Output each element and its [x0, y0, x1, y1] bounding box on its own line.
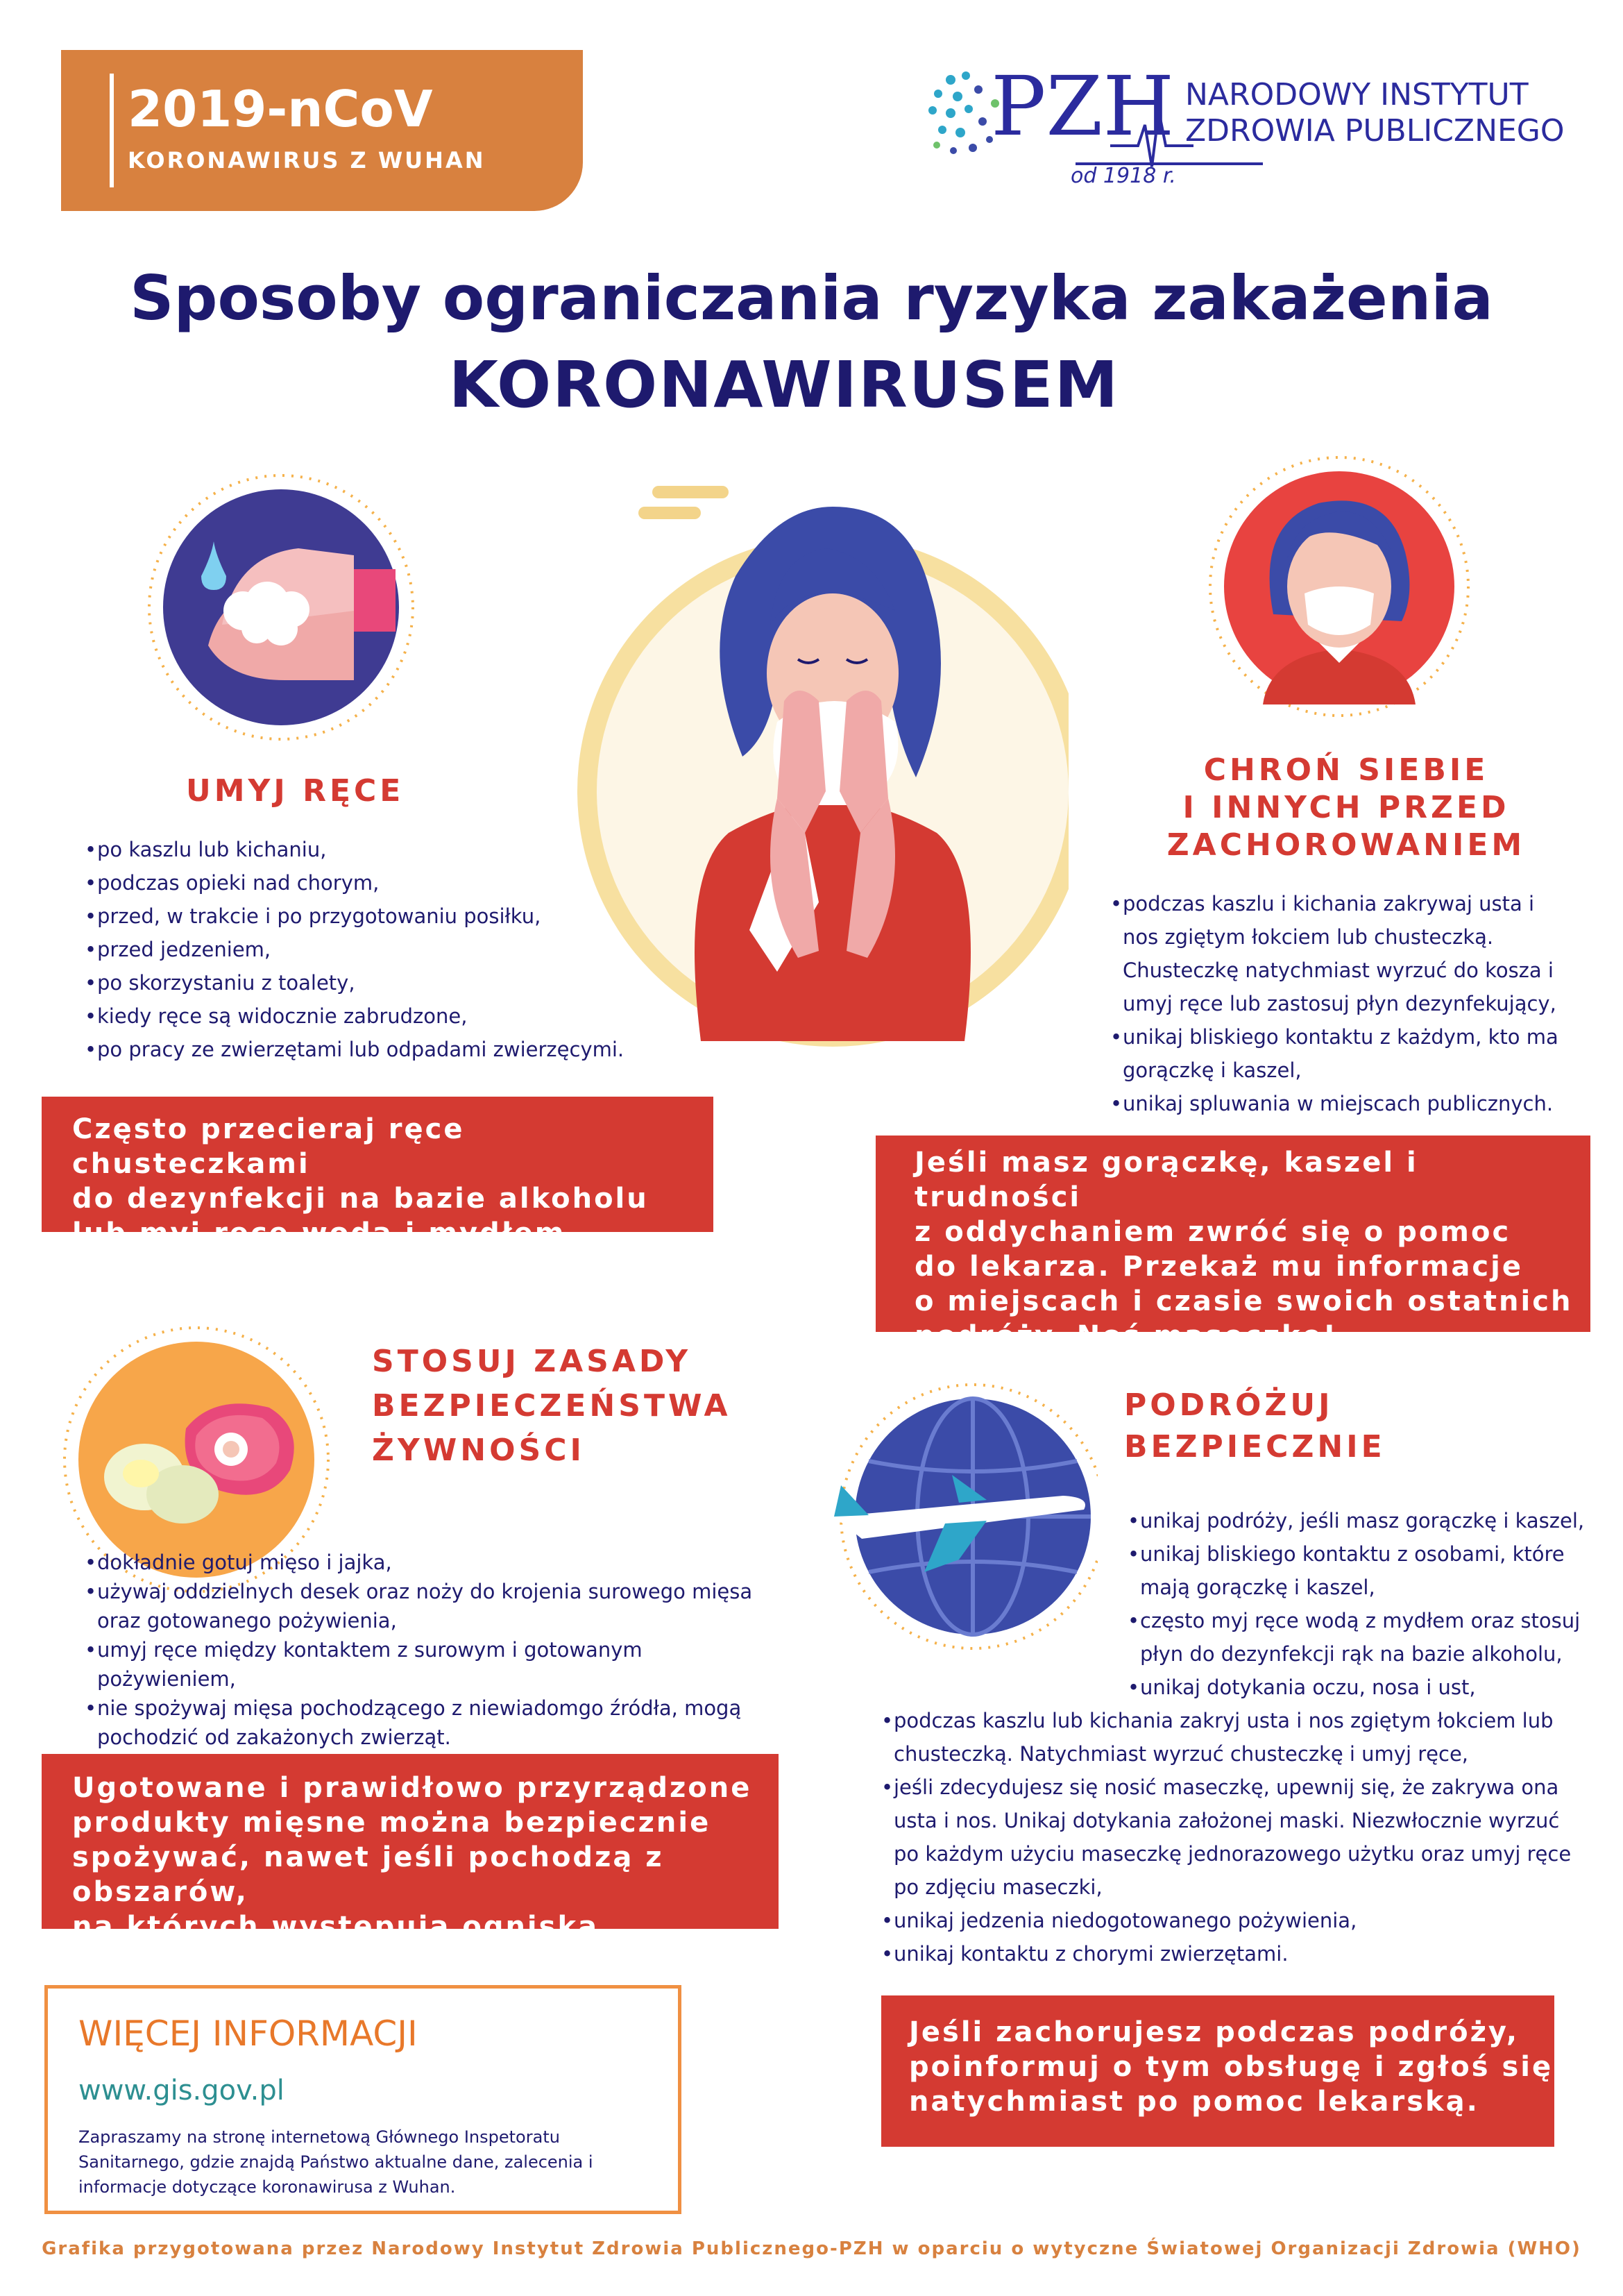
food-heading-line: STOSUJ ZASADY	[372, 1344, 692, 1379]
travel-heading	[1124, 1387, 1386, 1466]
protect-heading-line: ZACHOROWANIEM	[1166, 827, 1526, 863]
food-heading	[372, 1343, 731, 1469]
travel-heading-line: BEZPIECZNIE	[1124, 1429, 1386, 1464]
list-item: • podczas kaszlu lub kichania zakryj usta i nos zgiętym łokciem lub chusteczką. Natychmiast wyrzuć chusteczkę i umyj ręce,	[881, 1704, 1589, 1771]
tip-line: natychmiast po pomoc lekarską.	[909, 2086, 1479, 2118]
tip-line: o miejscach i czasie swoich ostatnich	[915, 1285, 1573, 1317]
wash-hands-tip-box	[42, 1097, 713, 1249]
list-item: • unikaj jedzenia niedogotowanego pożywienia,	[881, 1904, 1589, 1937]
list-item: • przed, w trakcie i po przygotowaniu posiłku,	[85, 900, 654, 933]
protect-heading	[1152, 752, 1540, 864]
list-item: • podczas kaszlu i kichania zakrywaj usta i nos zgiętym łokciem lub chusteczką. Chusteczkę natychmiast wyrzuć do kosza i umyj ręce lub zastosuj płyn dezynfekujący,	[1110, 887, 1568, 1020]
list-item: • przed jedzeniem,	[85, 933, 654, 966]
footer-credit: Grafika przygotowana przez Narodowy Instytut Zdrowia Publicznego-PZH w oparciu o wytyczne Światowej Organizacji Zdrowia (WHO)	[42, 2238, 1581, 2259]
list-item: • umyj ręce między kontaktem z surowym i gotowanym pożywieniem,	[85, 1635, 785, 1694]
travel-list-b	[881, 1704, 1589, 1970]
travel-plane-globe-icon	[820, 1378, 1098, 1655]
list-item: • jeśli zdecydujesz się nosić maseczkę, upewnij się, że zakrywa ona usta i nos. Unikaj dotykania założonej maski. Niezwłocznie wyrzuć po każdym użyciu maseczkę jednorazowego użytku oraz umyj ręce po zdjęciu maseczki,	[881, 1771, 1589, 1904]
tip-line: poinformuj o tym obsługę i zgłoś się	[909, 2051, 1554, 2083]
tip-line: na których występują ogniska zachorowań.	[72, 1911, 600, 1977]
tip-line: do dezynfekcji na bazie alkoholu	[72, 1183, 649, 1215]
header-badge	[61, 50, 583, 211]
list-item: • nie spożywaj mięsa pochodzącego z niewiadomgo źródła, mogą pochodzić od zakażonych zwierząt.	[85, 1694, 785, 1752]
page-title-emphasis: KORONAWIRUSEM	[448, 348, 1120, 422]
tip-line: do lekarza. Przekaż mu informacje	[915, 1251, 1523, 1283]
food-tip-box	[42, 1754, 779, 1977]
list-item: • podczas opieki nad chorym,	[85, 866, 654, 900]
more-info-text: Zapraszamy na stronę internetową Głównego Inspetoratu Sanitarnego, gdzie znajdą Państwo aktualne dane, zalecenia i informacje dotyczące koronawirusa z Wuhan.	[78, 2127, 593, 2197]
tip-line: Jeśli zachorujesz podczas podróży,	[909, 2016, 1520, 2048]
tip-line: spożywać, nawet jeśli pochodzą z obszarów,	[72, 1841, 664, 1908]
logo-name-line1: NARODOWY INSTYTUT	[1185, 77, 1529, 112]
wash-hands-heading: UMYJ RĘCE	[186, 773, 405, 809]
list-item: • używaj oddzielnych desek oraz noży do krojenia surowego mięsa oraz gotowanego pożywienia,	[85, 1577, 785, 1635]
list-item: • po pracy ze zwierzętami lub odpadami zwierzęcymi.	[85, 1033, 654, 1066]
protect-list	[1110, 887, 1568, 1120]
protect-heading-line: CHROŃ SIEBIE	[1203, 752, 1489, 788]
list-item: • kiedy ręce są widocznie zabrudzone,	[85, 999, 654, 1033]
tip-line: Jeśli masz gorączkę, kaszel i trudności	[915, 1147, 1418, 1213]
list-item: • unikaj dotykania oczu, nosa i ust,	[1128, 1671, 1586, 1704]
list-item: • unikaj spluwania w miejscach publicznych.	[1110, 1087, 1568, 1120]
more-info-box	[44, 1985, 681, 2214]
list-item: • unikaj bliskiego kontaktu z osobami, które mają gorączkę i kaszel,	[1128, 1537, 1586, 1604]
list-item: • unikaj podróży, jeśli masz gorączkę i kaszel,	[1128, 1504, 1586, 1537]
list-item: • po skorzystaniu z toalety,	[85, 966, 654, 999]
food-list	[85, 1548, 785, 1752]
list-item: • często myj ręce wodą z mydłem oraz stosuj płyn do dezynfekcji rąk na bazie alkoholu,	[1128, 1604, 1586, 1671]
list-item: • po kaszlu lub kichaniu,	[85, 833, 654, 866]
wash-hands-list	[85, 833, 654, 1066]
more-info-link[interactable]: www.gis.gov.pl	[78, 2075, 284, 2107]
protect-heading-line: I INNYCH PRZED	[1182, 790, 1510, 825]
more-info-title: WIĘCEJ INFORMACJI	[78, 2014, 418, 2054]
protect-tip-box	[876, 1136, 1590, 1352]
tip-line: produkty mięsne można bezpiecznie	[72, 1807, 711, 1839]
logo-since: od 1918 r.	[1071, 164, 1176, 188]
tip-line: Często przecieraj ręce chusteczkami	[72, 1113, 465, 1180]
badge-divider	[110, 74, 114, 187]
travel-heading-line: PODRÓŻUJ	[1124, 1387, 1334, 1423]
page-title: Sposoby ograniczania ryzyka zakażenia	[130, 262, 1493, 334]
logo-abbr: PZH	[991, 58, 1175, 154]
badge-title: 2019-nCoV	[128, 80, 433, 138]
logo-name-line2: ZDROWIA PUBLICZNEGO	[1185, 113, 1565, 149]
tip-line: Ugotowane i prawidłowo przyrządzone	[72, 1772, 752, 1804]
tip-line: podróży. Noś maseczkę!	[915, 1320, 1339, 1352]
list-item: • unikaj kontaktu z chorymi zwierzętami.	[881, 1937, 1589, 1970]
travel-list-a	[1128, 1504, 1586, 1704]
food-heading-line: BEZPIECZEŃSTWA	[372, 1388, 731, 1424]
badge-subtitle: KORONAWIRUS Z WUHAN	[128, 147, 486, 174]
woman-with-mask-icon	[1207, 455, 1471, 718]
list-item: • dokładnie gotuj mięso i jajka,	[85, 1548, 785, 1577]
wash-hands-icon	[146, 472, 416, 743]
travel-tip-box	[881, 1995, 1554, 2147]
tip-line: lub myj ręce wodą i mydłem.	[72, 1217, 579, 1249]
sneezing-woman-icon	[569, 472, 1069, 1055]
list-item: • unikaj bliskiego kontaktu z każdym, kto ma gorączkę i kaszel,	[1110, 1020, 1568, 1087]
tip-line: z oddychaniem zwróć się o pomoc	[915, 1216, 1511, 1248]
food-heading-line: ŻYWNOŚCI	[372, 1433, 585, 1468]
